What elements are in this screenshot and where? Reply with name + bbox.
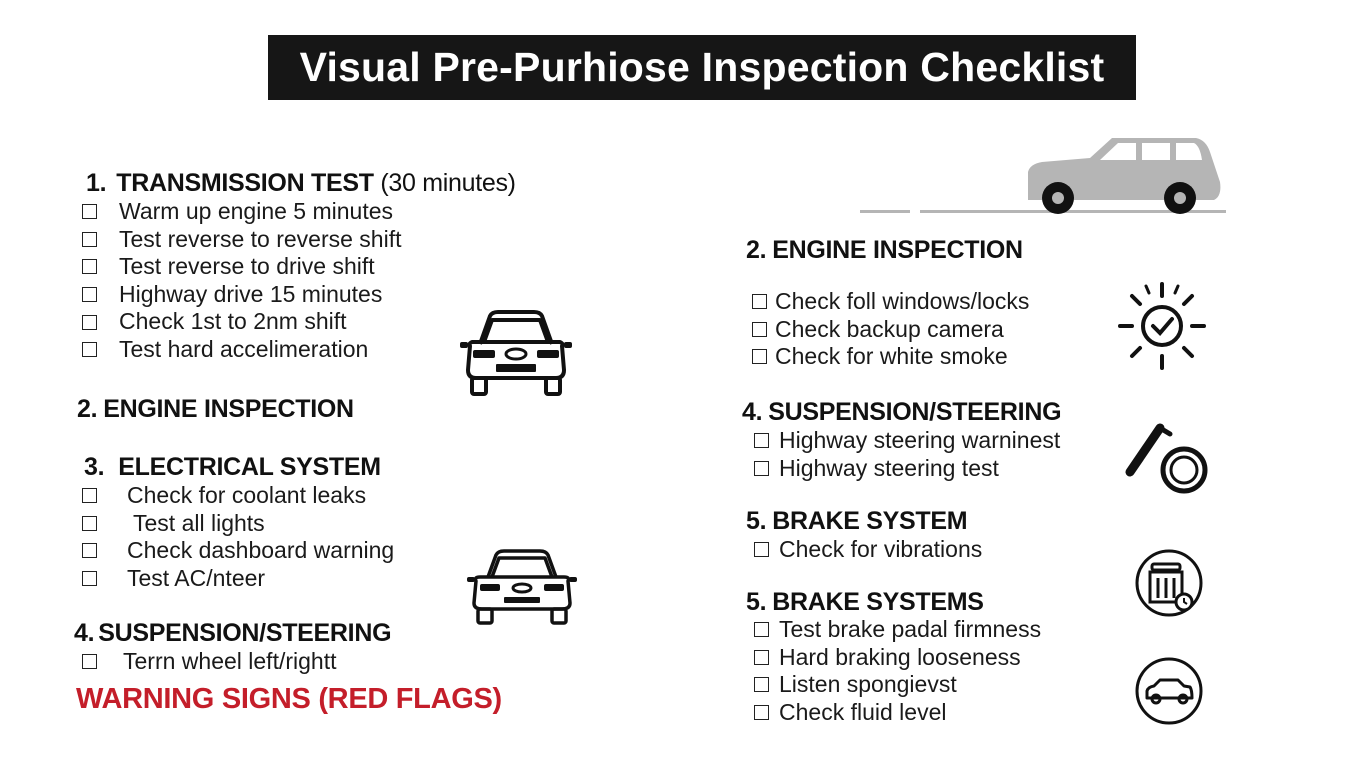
checkbox[interactable]	[752, 322, 767, 337]
checklist-item[interactable]	[78, 281, 402, 309]
section-heading-engine-inspection-right	[746, 236, 1023, 265]
checklist-suspension-steering	[78, 648, 336, 676]
warning-signs-heading: WARNING SIGNS (RED FLAGS)	[76, 683, 502, 715]
section-title: ELECTRICAL SYSTEM	[118, 453, 381, 481]
checklist-item[interactable]	[78, 565, 394, 593]
checklist-item-label: Check for coolant leaks	[127, 482, 367, 508]
section-heading-suspension-steering	[74, 619, 391, 648]
checklist-item-label: Check dashboard warning	[127, 537, 395, 564]
checklist-item[interactable]	[78, 226, 402, 254]
checklist-item[interactable]	[78, 253, 402, 281]
section-title: TRANSMISSION TEST	[116, 169, 374, 197]
checklist-item[interactable]	[754, 455, 1060, 483]
section-heading-brake-system	[746, 507, 967, 536]
car-front-icon	[460, 308, 572, 400]
checklist-item[interactable]	[78, 198, 402, 226]
sun-check-icon	[1116, 280, 1208, 372]
checklist-transmission-test	[78, 198, 402, 364]
checklist-item-label: Terrn wheel left/rightt	[123, 648, 337, 674]
checkbox[interactable]	[754, 433, 769, 448]
section-number: 2.	[77, 395, 98, 423]
checklist-item-label: Test all lights	[133, 509, 265, 536]
checklist-item-label: Highway steering warninest	[779, 427, 1061, 453]
checkbox[interactable]	[82, 654, 97, 669]
checklist-brake-system	[754, 536, 982, 564]
checklist-engine-inspection-right	[752, 288, 1029, 371]
checklist-item[interactable]	[754, 536, 982, 564]
section-number: 1.	[86, 169, 107, 197]
checkbox[interactable]	[754, 461, 769, 476]
checklist-item-label: Check foll windows/locks	[775, 288, 1030, 314]
section-number: 5.	[746, 588, 767, 616]
section-title: BRAKE SYSTEM	[772, 507, 968, 535]
checklist-item[interactable]	[754, 616, 1041, 644]
checklist-brake-systems	[754, 616, 1041, 726]
checkbox[interactable]	[752, 349, 767, 364]
checkbox[interactable]	[82, 259, 97, 274]
checklist-item[interactable]	[752, 288, 1029, 316]
section-number: 4.	[74, 619, 95, 647]
checkbox[interactable]	[82, 543, 97, 558]
checkbox[interactable]	[82, 287, 97, 302]
checkbox[interactable]	[82, 342, 97, 357]
steering-wrench-icon	[1124, 420, 1210, 494]
checkbox[interactable]	[82, 571, 97, 586]
checkbox[interactable]	[754, 542, 769, 557]
checklist-item[interactable]	[78, 537, 394, 565]
checkbox[interactable]	[754, 650, 769, 665]
title-bar	[268, 35, 1136, 100]
section-heading-transmission-test	[86, 169, 516, 198]
checkbox[interactable]	[752, 294, 767, 309]
checkbox[interactable]	[82, 516, 97, 531]
checklist-item[interactable]	[754, 644, 1041, 672]
checklist-item[interactable]	[78, 510, 394, 538]
section-title: SUSPENSION/STEERING	[768, 398, 1062, 426]
checklist-item-label: Highway drive 15 minutes	[119, 280, 383, 307]
section-title: ENGINE INSPECTION	[103, 395, 354, 423]
checklist-item-label: Check fluid level	[779, 698, 947, 725]
checklist-suspension-steering-right	[754, 427, 1060, 482]
checklist-item[interactable]	[78, 648, 336, 676]
checklist-item[interactable]	[752, 316, 1029, 344]
car-front-icon	[466, 547, 578, 629]
checkbox[interactable]	[754, 705, 769, 720]
section-heading-brake-systems	[746, 588, 984, 617]
checkbox[interactable]	[82, 315, 97, 330]
checkbox[interactable]	[82, 204, 97, 219]
suv-side-icon	[860, 134, 1226, 216]
section-title: BRAKE SYSTEMS	[772, 588, 984, 616]
checklist-item[interactable]	[754, 427, 1060, 455]
checklist-item-label: Hard braking looseness	[779, 643, 1021, 670]
checklist-item[interactable]	[752, 343, 1029, 371]
checklist-item-label: Test brake padal firmness	[779, 616, 1042, 642]
section-number: 5.	[746, 507, 767, 535]
checklist-item[interactable]	[78, 482, 394, 510]
section-heading-engine-inspection	[77, 395, 354, 424]
checklist-item-label: Test reverse to drive shift	[119, 253, 375, 280]
checklist-item-label: Test reverse to reverse shift	[119, 225, 402, 252]
section-note: (30 minutes)	[380, 169, 516, 197]
checklist-item-label: Check for vibrations	[779, 536, 983, 562]
checklist-item-label: Check 1st to 2nm shift	[119, 308, 347, 335]
checklist-item-label: Check for white smoke	[775, 343, 1008, 370]
checklist-item[interactable]	[78, 308, 402, 336]
checklist-item-label: Listen spongievst	[779, 671, 957, 698]
checkbox[interactable]	[82, 488, 97, 503]
car-outline-icon	[1134, 656, 1204, 726]
checkbox[interactable]	[754, 622, 769, 637]
checklist-electrical-system	[78, 482, 394, 592]
section-heading-suspension-steering-right	[742, 398, 1061, 427]
checklist-item-label: Test hard accelimeration	[119, 335, 369, 362]
checklist-item-label: Warm up engine 5 minutes	[119, 198, 394, 224]
section-title: SUSPENSION/STEERING	[98, 619, 392, 647]
checklist-item[interactable]	[754, 671, 1041, 699]
section-number: 4.	[742, 398, 763, 426]
checklist-item[interactable]	[78, 336, 402, 364]
section-number: 2.	[746, 236, 767, 264]
checklist-item-label: Highway steering test	[779, 454, 999, 481]
checklist-item[interactable]	[754, 699, 1041, 727]
page-title: Visual Pre-Purhiose Inspection Checklist	[299, 44, 1105, 90]
checklist-item-label: Check backup camera	[775, 315, 1004, 342]
checkbox[interactable]	[754, 677, 769, 692]
section-heading-electrical-system	[84, 453, 381, 482]
section-title: ENGINE INSPECTION	[772, 236, 1023, 264]
brake-fluid-icon	[1134, 548, 1204, 618]
checklist-item-label: Test AC/nteer	[127, 564, 266, 591]
section-number: 3.	[84, 453, 105, 481]
checkbox[interactable]	[82, 232, 97, 247]
